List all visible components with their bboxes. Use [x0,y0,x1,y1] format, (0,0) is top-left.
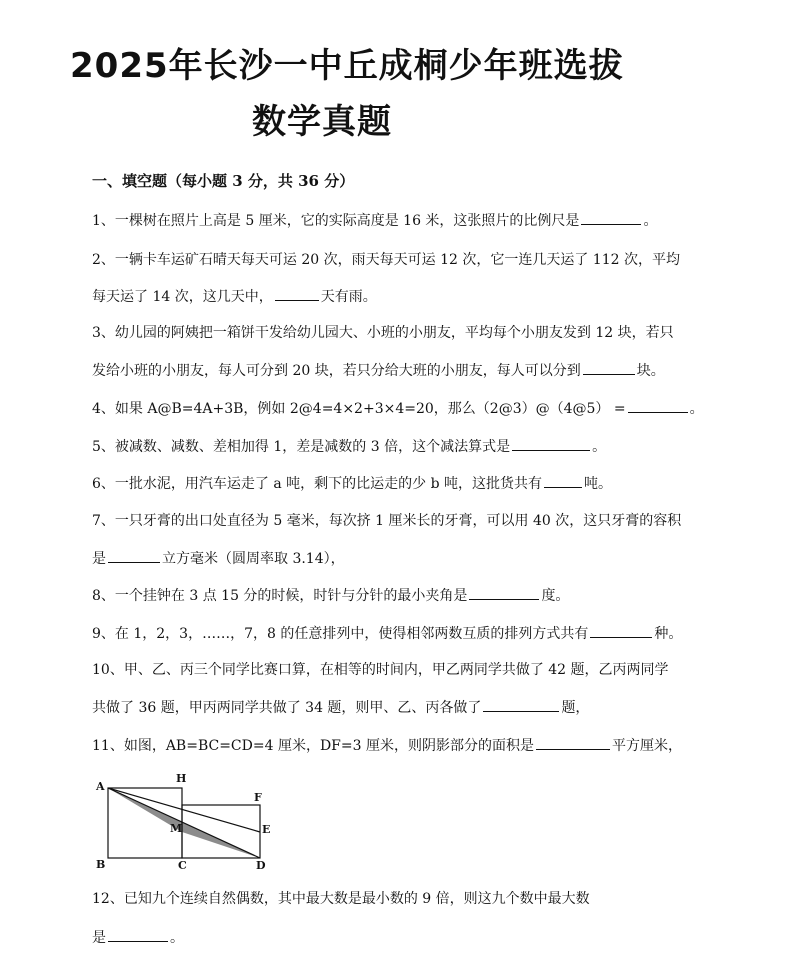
answer-blank [590,624,652,638]
question-suffix: 。 [592,439,607,455]
question-text: 9、在 1，2，3，……，7，8 的任意排列中，使得相邻两数互质的排列方式共有 [92,626,589,642]
question-10-cont [92,698,589,717]
answer-blank [483,698,559,712]
question-text: 发给小班的小朋友，每人可分到 20 块，若只分给大班的小朋友，每人可以分到 [92,363,581,379]
question-text: 6、一批水泥，用汽车运走了 a 吨，剩下的比运走的少 b 吨，这批货共有 [92,476,543,492]
label-m: M [170,822,183,835]
answer-blank [275,287,319,301]
question-3 [92,324,674,342]
question-text: 12、已知九个连续自然偶数，其中最大数是最小数的 9 倍，则这九个数中最大数 [92,891,590,907]
question-7-cont [92,549,345,568]
label-a: A [96,780,105,793]
question-suffix: 吨。 [584,476,613,492]
answer-blank [581,211,641,225]
question-text: 是 [92,551,106,567]
question-2-cont [92,287,377,306]
question-3-cont [92,361,665,380]
question-5 [92,437,606,456]
question-text: 7、一只牙膏的出口处直径为 5 毫米，每次挤 1 厘米长的牙膏，可以用 40 次，这只牙膏的容积 [92,513,682,529]
label-e: E [262,823,271,836]
question-2 [92,251,680,269]
question-suffix: 块。 [636,363,665,379]
answer-blank [469,586,539,600]
question-12 [92,890,590,908]
answer-blank [108,549,160,563]
answer-blank [536,736,610,750]
question-4 [92,399,704,418]
label-b: B [96,858,106,870]
section-heading: 一、填空题（每小题 3 分，共 36 分） [92,172,355,190]
question-7 [92,512,681,530]
question-text: 是 [92,930,106,946]
page-subtitle: 数学真题 [252,102,392,142]
geometry-figure [92,770,272,870]
question-text: 2、一辆卡车运矿石晴天每天可运 20 次，雨天每天可运 12 次，它一连几天运了 112 次，平均 [92,252,680,268]
question-suffix: 题， [561,700,590,716]
question-text: 3、幼儿园的阿姨把一箱饼干发给幼儿园大、小班的小朋友，平均每个小朋友发到 12 块，若只 [92,325,674,341]
question-text: 4、如果 A@B=4A+3B，例如 2@4=4×2+3×4=20，那么（2@3）@（4@5） = [92,401,626,417]
answer-blank [544,474,582,488]
question-12-cont [92,928,184,947]
question-11 [92,736,682,755]
answer-blank [108,928,168,942]
question-text: 11、如图，AB=BC=CD=4 厘米，DF=3 厘米，则阴影部分的面积是 [92,738,534,754]
answer-blank [628,399,688,413]
question-text: 每天运了 14 次，这几天中， [92,289,273,305]
question-8 [92,586,569,605]
question-text: 10、甲、乙、丙三个同学比赛口算，在相等的时间内，甲乙两同学共做了 42 题，乙丙两同学 [92,662,669,678]
label-f: F [254,791,262,804]
label-h: H [176,772,187,785]
question-suffix: 天有雨。 [320,289,377,305]
geometry-diagram [92,770,272,870]
page-title: 2025年长沙一中丘成桐少年班选拔 [70,46,624,86]
answer-blank [583,361,635,375]
question-text: 5、被减数、减数、差相加得 1，差是减数的 3 倍，这个减法算式是 [92,439,511,455]
question-9 [92,624,682,643]
question-suffix: 。 [689,401,704,417]
question-suffix: 种。 [654,626,683,642]
question-1 [92,211,657,230]
question-suffix: 度。 [541,588,570,604]
label-c: C [178,859,187,870]
question-text: 8、一个挂钟在 3 点 15 分的时候，时针与分针的最小夹角是 [92,588,468,604]
question-10 [92,661,669,679]
question-suffix: 平方厘米， [611,738,682,754]
question-suffix: 。 [643,213,658,229]
question-text: 共做了 36 题，甲丙两同学共做了 34 题，则甲、乙、丙各做了 [92,700,482,716]
question-text: 1、一棵树在照片上高是 5 厘米，它的实际高度是 16 米，这张照片的比例尺是 [92,213,580,229]
label-d: D [256,859,266,870]
question-suffix: 立方毫米（圆周率取 3.14）， [162,551,345,567]
question-6 [92,474,612,493]
line-ad [108,788,260,858]
question-suffix: 。 [170,930,184,946]
answer-blank [512,437,590,451]
